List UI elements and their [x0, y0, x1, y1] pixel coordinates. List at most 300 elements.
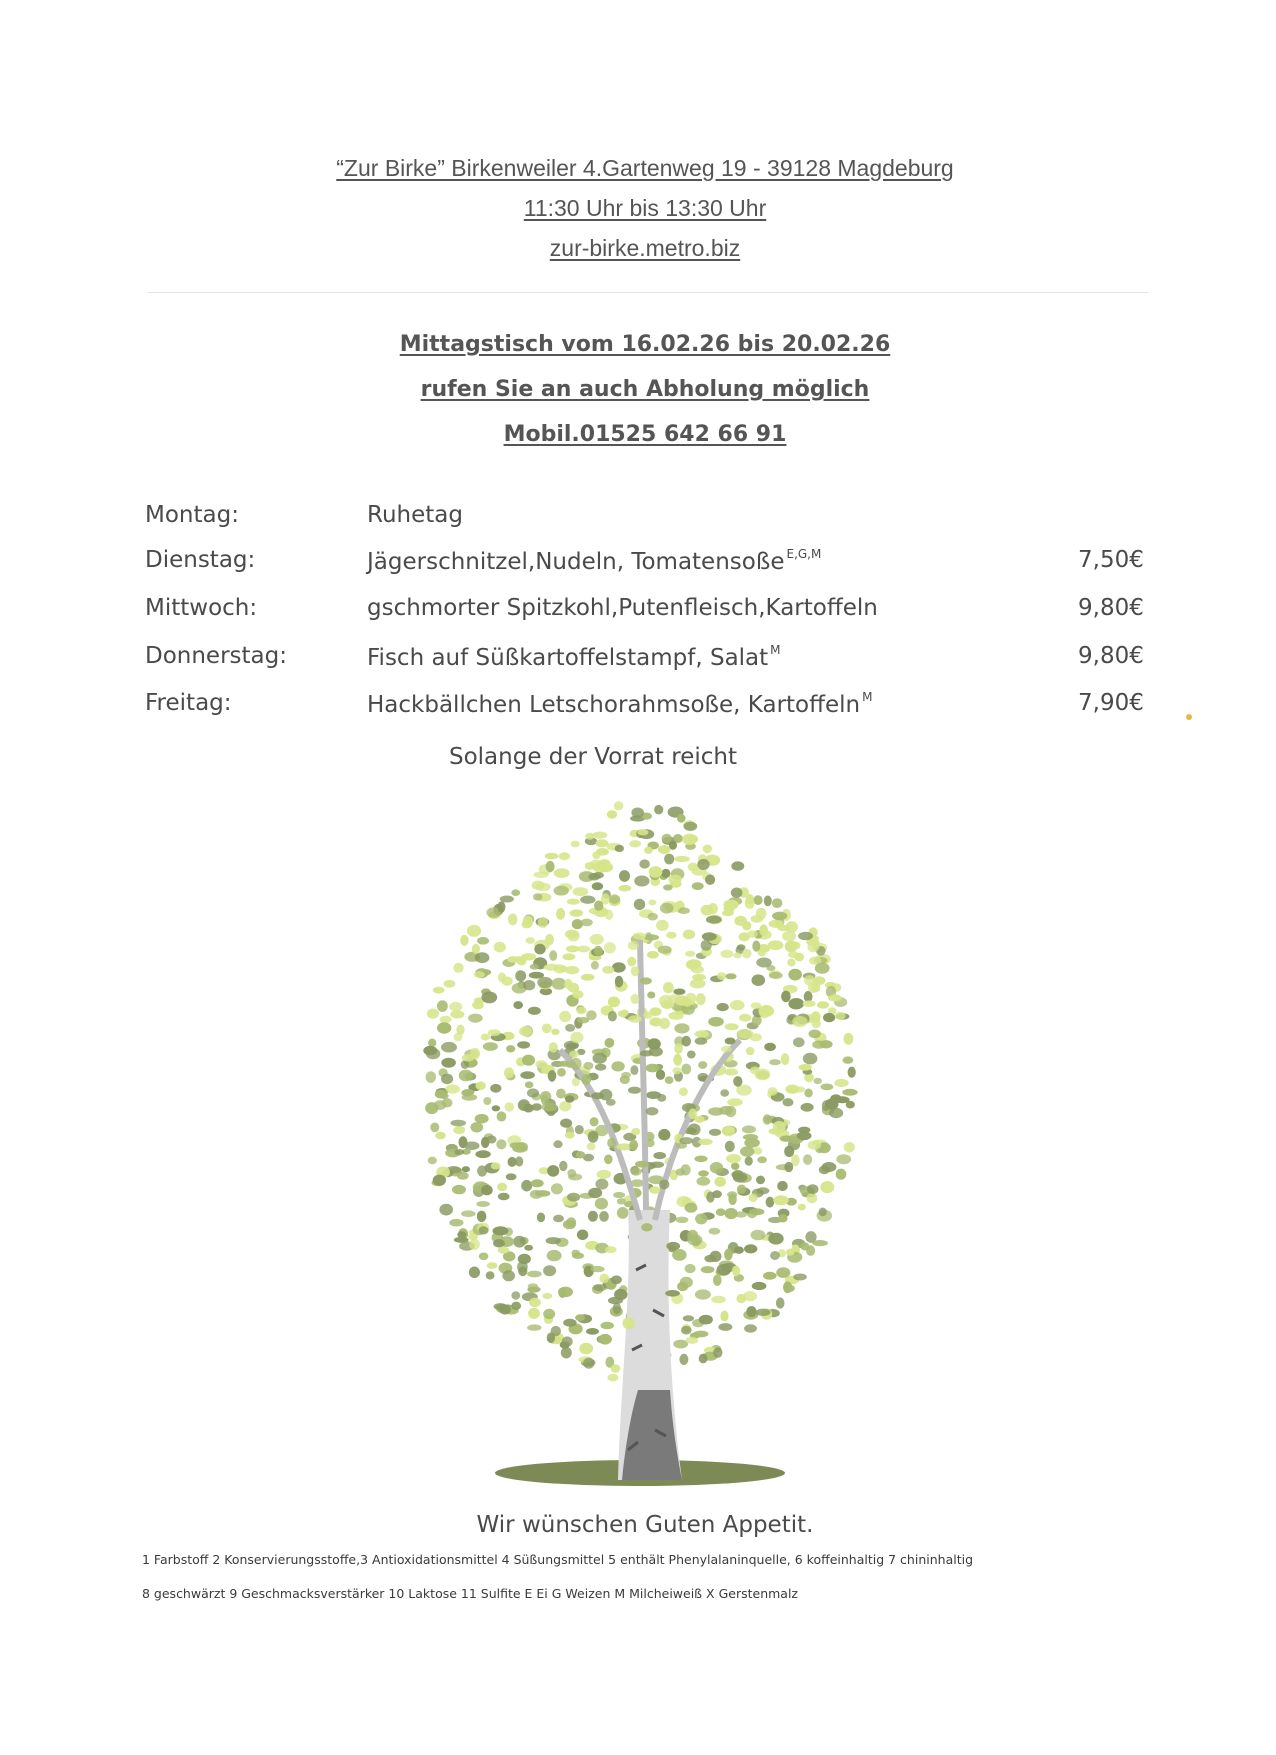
leaf: [590, 934, 604, 945]
leaf: [460, 935, 468, 946]
menu-dish: [367, 643, 781, 671]
leaf: [571, 841, 580, 848]
leaf: [734, 1246, 744, 1253]
leaf: [497, 901, 505, 912]
divider: [148, 292, 1148, 293]
leaf: [658, 946, 672, 954]
leaf: [769, 972, 783, 979]
leaf: [477, 937, 489, 945]
leaf: [600, 1322, 614, 1330]
leaf: [726, 1154, 741, 1163]
leaf: [784, 1146, 794, 1157]
leaf: [494, 942, 506, 953]
leaf: [611, 1275, 622, 1284]
leaf: [703, 845, 712, 854]
leaf: [615, 976, 623, 988]
leaf: [764, 896, 772, 907]
leaf: [450, 1010, 464, 1018]
leaf: [585, 862, 595, 870]
leaf: [737, 1185, 746, 1194]
menu-dish: gschmorter Spitzkohl,Putenfleisch,Kartoffeln: [367, 595, 878, 621]
leaf: [588, 1211, 598, 1222]
leaf: [777, 1181, 788, 1191]
leaf: [836, 1169, 847, 1180]
leaf: [560, 1119, 572, 1128]
leaf: [554, 868, 570, 878]
leaf: [441, 1074, 453, 1085]
leaf: [792, 1016, 807, 1027]
leaf: [544, 964, 559, 971]
leaf: [687, 1230, 698, 1242]
leaf: [566, 1217, 576, 1227]
leaf: [515, 970, 526, 981]
leaf: [793, 1037, 805, 1047]
leaf: [786, 1249, 794, 1256]
leaf: [659, 1018, 670, 1029]
leaf: [620, 1075, 630, 1084]
leaf: [780, 1135, 794, 1141]
leaf: [565, 1095, 574, 1102]
leaf: [756, 1309, 771, 1316]
leaf: [658, 845, 671, 854]
leaf: [590, 1117, 599, 1126]
leaf: [720, 1089, 729, 1096]
restaurant-header: [0, 148, 1276, 268]
leaf: [724, 1068, 738, 1075]
leaf: [685, 1264, 696, 1273]
leaf: [457, 1231, 466, 1238]
leaf: [467, 925, 481, 937]
leaf: [437, 1022, 451, 1033]
leaf: [552, 978, 567, 990]
leaf: [457, 1172, 469, 1180]
leaf: [611, 1364, 621, 1373]
leaf: [686, 1337, 699, 1344]
leaf: [556, 908, 565, 920]
leaf: [617, 1198, 626, 1204]
leaf: [649, 1186, 660, 1194]
leaf: [656, 920, 669, 931]
leaf: [759, 924, 768, 936]
leaf: [469, 1267, 480, 1279]
leaf: [493, 1226, 509, 1235]
leaf: [627, 957, 636, 967]
leaf: [547, 1165, 559, 1177]
leaf: [562, 953, 575, 960]
leaf: [725, 1023, 739, 1030]
menu-dish-name: Hackbällchen Letschorahmsoße, Kartoffeln: [367, 692, 861, 718]
leaf: [720, 950, 733, 958]
leaf: [493, 1239, 505, 1247]
leaf: [803, 1154, 812, 1165]
leaf: [591, 961, 599, 970]
leaf: [681, 1164, 691, 1175]
leaf: [679, 1354, 688, 1365]
leaf: [551, 1183, 563, 1194]
leaf: [661, 869, 670, 878]
leaf: [433, 1175, 446, 1186]
leaf: [592, 882, 603, 890]
menu-day: Mittwoch:: [145, 595, 258, 621]
leaf: [433, 987, 445, 994]
leaf: [768, 1087, 778, 1096]
leaf: [617, 1207, 629, 1219]
leaf: [677, 814, 686, 823]
leaf: [646, 1107, 659, 1115]
leaf: [452, 1185, 466, 1195]
leaf: [481, 1034, 491, 1041]
leaf: [752, 941, 760, 952]
leaf: [532, 881, 545, 890]
leaf: [727, 1191, 737, 1198]
leaf: [593, 862, 607, 873]
leaf: [475, 1150, 490, 1158]
leaf: [470, 1122, 483, 1132]
leaf: [575, 1314, 585, 1321]
leaf: [757, 1187, 770, 1194]
leaf: [449, 1219, 463, 1227]
leaf: [717, 972, 726, 980]
leaf: [475, 952, 490, 963]
leaf: [749, 1193, 758, 1202]
leaf: [506, 1045, 515, 1052]
leaf: [800, 1242, 809, 1250]
leaf: [486, 1271, 495, 1279]
leaf: [615, 845, 624, 852]
leaf: [439, 1204, 453, 1216]
leaf: [641, 1223, 652, 1231]
leaf: [462, 1054, 475, 1061]
leaf: [776, 1298, 785, 1309]
menu-price: 9,80€: [1078, 595, 1144, 621]
leaf: [481, 992, 497, 1004]
leaf: [809, 1030, 821, 1039]
leaf: [803, 1000, 816, 1007]
leaf: [647, 951, 659, 959]
leaf: [675, 996, 690, 1006]
leaf: [784, 1162, 793, 1173]
leaf: [644, 847, 653, 854]
footnote-allergens-1: 1 Farbstoff 2 Konservierungsstoffe,3 Antioxidationsmittel 4 Süßungsmittel 5 enthält Phenylalaninquelle, 6 koffeinhaltig 7 chininhaltig: [142, 1552, 974, 1567]
leaf: [472, 1001, 484, 1010]
leaf: [622, 1317, 635, 1329]
leaf: [713, 1275, 722, 1286]
leaf: [472, 944, 480, 954]
leaf: [453, 1126, 465, 1134]
leaf: [476, 1081, 486, 1090]
leaf: [713, 1347, 722, 1358]
leaf: [686, 959, 700, 969]
leaf: [660, 903, 674, 914]
leaf: [428, 1157, 437, 1165]
leaf: [595, 1179, 608, 1190]
leaf: [551, 1326, 561, 1336]
leaf: [547, 1250, 562, 1261]
leaf: [669, 841, 677, 850]
leaf: [481, 1185, 493, 1195]
leaf: [508, 914, 518, 926]
leaf: [787, 959, 795, 967]
leaf: [583, 1062, 593, 1070]
leaf: [581, 974, 595, 981]
leaf: [594, 901, 603, 911]
leaf: [588, 1131, 599, 1143]
leaf: [510, 1142, 525, 1149]
leaf: [469, 1239, 480, 1250]
leaf: [504, 1102, 514, 1112]
leaf: [428, 1039, 436, 1047]
leaf: [577, 1230, 588, 1241]
leaf: [631, 994, 640, 1004]
leaf: [768, 1233, 783, 1245]
leaf: [559, 1011, 571, 1022]
leaf: [491, 1162, 501, 1169]
leaf: [614, 801, 624, 810]
menu-dish: Ruhetag: [367, 502, 463, 528]
leaf: [693, 1331, 708, 1338]
leaf: [786, 1285, 795, 1292]
leaf: [690, 979, 706, 989]
leaf: [517, 1041, 530, 1048]
leaf: [529, 972, 544, 979]
leaf: [631, 1128, 640, 1135]
supply-note: Solange der Vorrat reicht: [449, 744, 737, 770]
leaf: [520, 1071, 535, 1079]
leaf: [483, 1042, 498, 1051]
leaf: [613, 1302, 621, 1314]
menu-dish: [367, 547, 821, 575]
leaf: [776, 1267, 790, 1278]
leaf: [548, 1070, 557, 1082]
restaurant-address: “Zur Birke” Birkenweiler 4.Gartenweg 19 - 39128 Magdeburg: [336, 155, 954, 181]
leaf: [538, 917, 549, 928]
leaf: [612, 962, 626, 972]
leaf: [781, 991, 791, 1003]
leaf: [709, 1129, 721, 1136]
leaf: [744, 1244, 757, 1253]
leaf: [821, 1084, 834, 1091]
leaf: [430, 1123, 439, 1133]
leaf: [595, 1064, 606, 1071]
leaf: [633, 933, 646, 940]
leaf: [579, 1343, 593, 1355]
leaf: [581, 1074, 591, 1085]
leaf: [567, 899, 580, 905]
leaf: [688, 1124, 701, 1136]
leaf: [511, 889, 520, 896]
leaf: [699, 1354, 708, 1364]
leaf: [769, 920, 784, 928]
leaf: [647, 913, 658, 921]
lunch-notice: [0, 322, 1276, 457]
menu-price: 9,80€: [1078, 643, 1144, 669]
leaf: [479, 1226, 489, 1234]
leaf: [698, 1170, 709, 1176]
leaf: [581, 919, 593, 927]
leaf: [566, 1043, 578, 1049]
leaf: [563, 1319, 577, 1327]
leaf: [701, 905, 714, 916]
menu-day: Montag:: [145, 502, 239, 528]
leaf: [731, 888, 743, 898]
leaf: [527, 1271, 542, 1278]
leaf: [661, 1000, 674, 1009]
leaf: [710, 1251, 722, 1262]
leaf: [711, 1296, 726, 1304]
leaf: [681, 1326, 692, 1335]
leaf: [526, 937, 535, 944]
leaf: [665, 1076, 674, 1084]
website-link[interactable]: zur-birke.metro.biz: [549, 235, 741, 261]
leaf: [781, 1053, 790, 1065]
leaf: [570, 1032, 583, 1043]
leaf: [607, 1138, 616, 1148]
leaf: [590, 1266, 604, 1272]
leaf: [664, 854, 674, 865]
leaf: [483, 1097, 491, 1105]
leaf: [714, 1177, 726, 1187]
leaf: [749, 1208, 764, 1215]
leaf: [587, 1143, 596, 1151]
leaf: [631, 1167, 642, 1175]
leaf: [674, 1043, 683, 1054]
leaf: [602, 966, 614, 974]
leaf: [692, 882, 704, 890]
leaf: [731, 1163, 739, 1170]
leaf: [599, 1211, 609, 1222]
leaf: [608, 1011, 617, 1022]
leaf: [426, 1071, 436, 1083]
phone-number[interactable]: Mobil.01525 642 66 91: [503, 422, 787, 447]
leaf: [769, 1059, 781, 1065]
leaf: [737, 1029, 753, 1039]
leaf: [658, 1129, 670, 1141]
leaf: [596, 848, 609, 856]
leaf: [650, 1007, 662, 1016]
leaf: [694, 1156, 707, 1163]
leaf: [716, 1208, 726, 1216]
leaf: [778, 1214, 787, 1222]
leaf: [561, 1347, 572, 1359]
leaf: [522, 1055, 535, 1066]
leaf: [785, 921, 798, 932]
leaf: [647, 992, 655, 999]
leaf: [497, 1111, 507, 1121]
leaf: [630, 1065, 638, 1075]
leaf: [498, 1247, 510, 1254]
leaf: [572, 1253, 584, 1259]
leaf: [508, 1157, 517, 1167]
leaf: [453, 963, 463, 973]
leaf: [844, 1142, 855, 1153]
leaf: [733, 1076, 742, 1087]
leaf: [596, 839, 609, 847]
leaf: [842, 1089, 857, 1096]
leaf: [459, 1070, 473, 1082]
leaf: [546, 861, 555, 872]
leaf: [586, 1010, 597, 1020]
leaf: [529, 1298, 541, 1308]
leaf: [805, 1231, 816, 1243]
leaf: [640, 977, 652, 984]
leaf: [773, 1195, 788, 1205]
leaf: [535, 1060, 547, 1068]
leaf: [687, 1051, 696, 1059]
leaf: [757, 1156, 767, 1163]
leaf: [572, 887, 588, 896]
leaf: [733, 952, 741, 958]
leaf: [440, 1016, 452, 1024]
leaf: [666, 932, 677, 939]
leaf: [462, 1166, 470, 1172]
leaf: [545, 934, 554, 945]
leaf: [663, 884, 673, 890]
leaf: [663, 982, 674, 993]
leaf: [640, 1050, 653, 1056]
leaf: [605, 910, 613, 921]
leaf: [834, 1079, 848, 1087]
leaf: [685, 951, 695, 957]
leaf: [488, 1029, 501, 1036]
leaf: [534, 872, 549, 878]
leaf: [477, 1211, 487, 1222]
leaf: [479, 1253, 489, 1261]
leaf: [441, 1058, 456, 1068]
leaf: [543, 1265, 556, 1276]
leaf: [569, 1051, 579, 1058]
leaf: [605, 1038, 615, 1048]
leaf: [798, 1204, 806, 1211]
leaf: [807, 1184, 819, 1194]
leaf: [679, 1137, 693, 1144]
leaf: [739, 932, 750, 941]
allergen-codes: M: [770, 643, 781, 657]
leaf: [618, 885, 631, 892]
leaf: [786, 1085, 800, 1094]
leaf: [553, 1215, 564, 1223]
leaf: [593, 1284, 606, 1291]
leaf: [474, 971, 485, 978]
leaf: [583, 1358, 594, 1369]
leaf: [606, 1099, 616, 1106]
leaf: [568, 1174, 582, 1181]
leaf: [725, 973, 736, 979]
leaf: [763, 1272, 777, 1280]
leaf: [783, 1098, 794, 1106]
leaf: [605, 1246, 617, 1253]
leaf: [570, 1058, 582, 1070]
leaf: [822, 1162, 837, 1172]
leaf: [742, 949, 751, 959]
leaf: [734, 916, 746, 926]
leaf: [699, 1315, 713, 1325]
leaf: [814, 1078, 822, 1084]
leaf: [604, 1155, 613, 1165]
leaf: [725, 1141, 735, 1152]
leaf: [513, 1236, 526, 1248]
leaf: [659, 1180, 669, 1190]
leaf: [727, 1098, 743, 1106]
leaf: [835, 1012, 846, 1020]
leaf: [712, 1190, 722, 1198]
leaf: [557, 1068, 566, 1077]
leaf: [631, 966, 640, 976]
leaf: [751, 1230, 766, 1241]
leaf: [724, 904, 735, 914]
leaf: [817, 1001, 829, 1008]
leaf: [764, 1043, 776, 1051]
speck-mark: [1186, 714, 1192, 720]
